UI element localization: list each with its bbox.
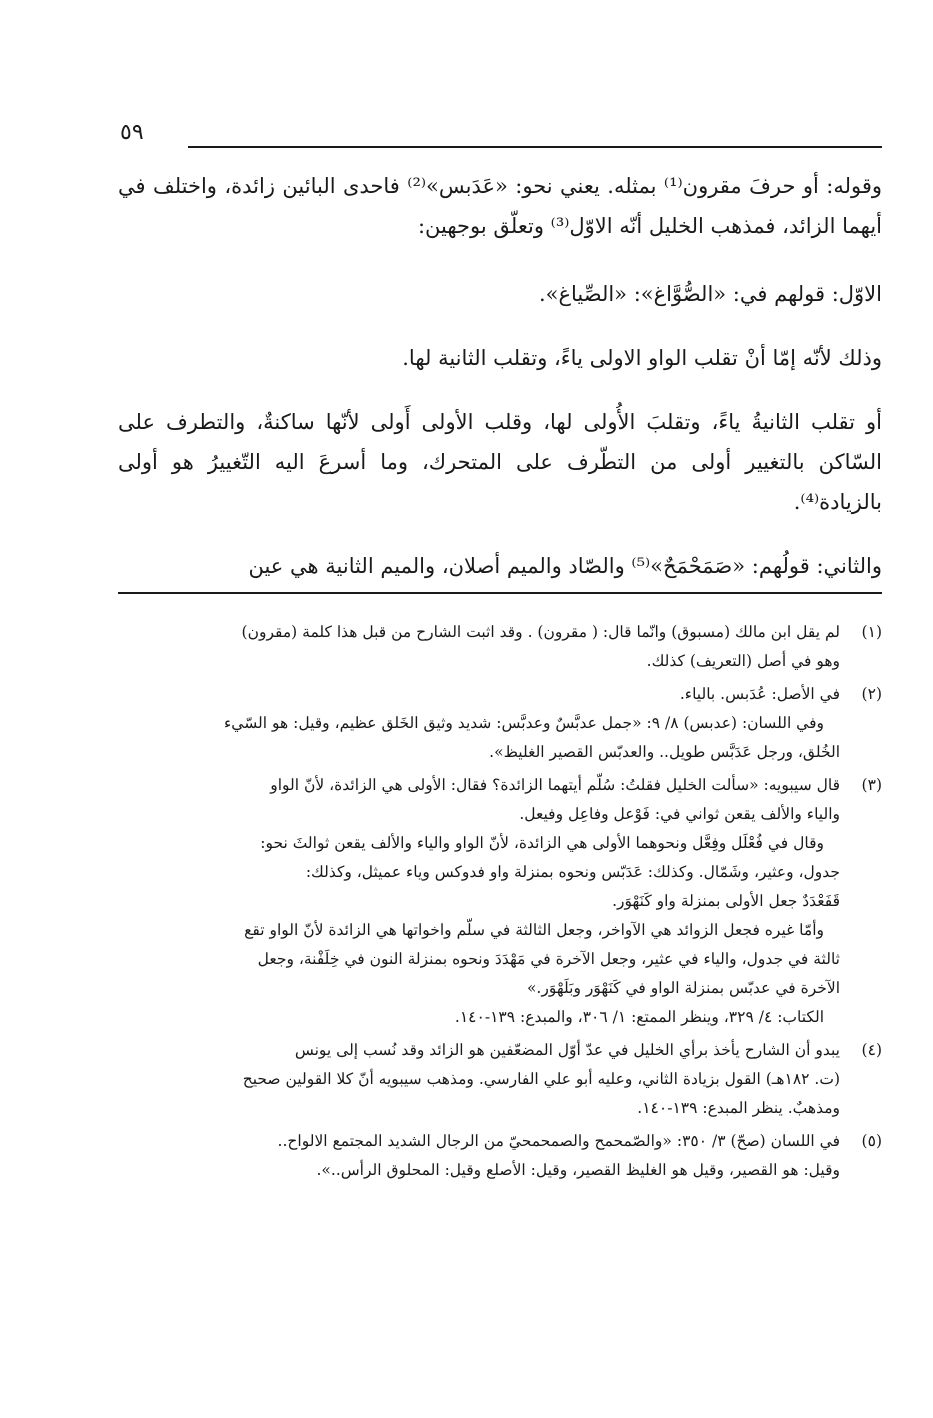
footnote-number: (٣) xyxy=(861,776,882,794)
footnote-line: وفي اللسان: (عدبس) ٨/ ٩: «جمل عدبَّسٌ وعدبَّس: شديد وثيق الخَلق عظيم، وقيل: هو السّيء xyxy=(224,714,824,732)
footnote-line: الكتاب: ٤/ ٣٢٩، وينظر الممتع: ١/ ٣٠٦، والمبدع: ١٣٩-١٤٠. xyxy=(454,1008,824,1026)
footnote-line: (ت. ١٨٢هـ) القول بزيادة الثاني، وعليه أبو علي الفارسي. ومذهب سيبويه أنّ كلا القولين صحيح xyxy=(242,1070,840,1088)
paragraph-first-argument: الاوّل: قولهم في: «الصُّوَّاغ»: «الصِّياغ». xyxy=(538,282,882,306)
footnote-number: (١) xyxy=(861,623,882,641)
footnote-line: وهو في أصل (التعريف) كذلك. xyxy=(646,652,840,670)
footnote-line: وأمّا غيره فجعل الزوائد هي الآواخر، وجعل الثالثة في سلّم واخواتها هي الزائدة لأنّ الواو تقع xyxy=(244,921,824,939)
footnotes xyxy=(110,618,882,1189)
footnote-body xyxy=(110,680,840,767)
footnote-line: والياء والألف يقعن ثواني في: فَوْعل وفاعِل وفيعل. xyxy=(519,805,840,823)
footnote-line: قال سيبويه: «سألت الخليل فقلتُ: سُلّم أيتهما الزائدة؟ فقال: الأولى هي الزائدة، لأنّ الواو xyxy=(270,776,840,794)
footnote-number: (٤) xyxy=(861,1041,882,1059)
footnote-line: الخُلق، ورجل عَدَبَّس طويل.. والعدبّس القصير الغليظ». xyxy=(489,743,840,761)
footnote-body xyxy=(110,618,840,676)
footnote-line: ومذهبٌ. ينظر المبدع: ١٣٩-١٤٠. xyxy=(637,1099,840,1117)
footnote-5 xyxy=(110,1127,882,1185)
footnote-body xyxy=(110,1036,840,1123)
footnote-number: (٥) xyxy=(861,1132,882,1150)
footnote-line: يبدو أن الشارح يأخذ برأي الخليل في عدّ أوّل المضعّفين هو الزائد وقد نُسب إلى يونس xyxy=(294,1041,840,1059)
main-text xyxy=(118,166,882,622)
page-number: ٥٩ xyxy=(120,120,144,145)
footnote-line: في اللسان (صحّ) ٣/ ٣٥٠: «والصّمحمح والصمحمحيّ من الرجال الشديد المجتمع الالواح.. xyxy=(277,1132,840,1150)
footnote-line: لم يقل ابن مالك (مسبوق) وانّما قال: ( مقرون) . وقد اثبت الشارح من قبل هذا كلمة (مقرون) xyxy=(241,623,840,641)
footnote-line: ثالثة في جدول، والياء في عثير، وجعل الآخرة في مَهْدَدَ ونحوه بمنزلة النون في خِلَفْنة، وجعل xyxy=(257,950,840,968)
footnote-body xyxy=(110,771,840,1032)
footnote-line: الآخرة في عدبّس بمنزلة الواو في كَنَهْوَر وبَلَهْوَر.» xyxy=(526,979,840,997)
paragraph-intro: وقوله: أو حرفَ مقرون⁽¹⁾ بمثله. يعني نحو: «عَدَبس»⁽²⁾ فاحدى البائين زائدة، واختلف في أيهما الزائد، فمذهب الخليل أنّه الاوّل⁽³⁾ وتعلّق بوجهين: xyxy=(118,174,883,238)
footnote-line: وقيل: هو القصير، وقيل هو الغليظ القصير، وقيل: الأصلع وقيل: المحلوق الرأس..». xyxy=(316,1161,840,1179)
paragraph-second-argument: والثاني: قولُهم: «صَمَحْمَحٌ»⁽⁵⁾ والصّاد والميم أصلان، والميم الثانية هي عين xyxy=(118,546,882,594)
footnote-2 xyxy=(110,680,882,767)
footnote-line: في الأصل: عُدَبس. بالياء. xyxy=(679,685,840,703)
footnote-1 xyxy=(110,618,882,676)
footnote-body xyxy=(110,1127,840,1185)
footnote-number: (٢) xyxy=(861,685,882,703)
footnote-4 xyxy=(110,1036,882,1123)
footnote-line: وقال في فُعْلَل وفِعَّل ونحوهما الأولى هي الزائدة، لأنّ الواو والياء والألف يقعن ثوالثَ نحو: xyxy=(260,834,824,852)
paragraph-alternative: أو تقلب الثانيةُ ياءً، وتقلبَ الأُولى لها، وقلب الأولى أَولى لأنّها ساكنةٌ، والتطرف على السّاكن بالتغيير أولى من التطّرف على المتحرك، وما أسرعَ اليه التّغييرُ هو أولى بالزيادة⁽⁴⁾. xyxy=(118,410,882,514)
header-rule xyxy=(188,146,882,148)
paragraph-reason: وذلك لأنّه إمّا أنْ تقلب الواو الاولى ياءً، وتقلب الثانية لها. xyxy=(402,346,882,370)
footnote-3 xyxy=(110,771,882,1032)
footnote-line: جدول، وعثير، وشَمّال. وكذلك: عَدَبّس ونحوه بمنزلة واو فدوكس وياء عميثل، وكذلك: xyxy=(305,863,840,881)
footnote-line: قَفَعْدَدٌ جعل الأولى بمنزلة واو كَنَهْوَر. xyxy=(612,892,840,910)
